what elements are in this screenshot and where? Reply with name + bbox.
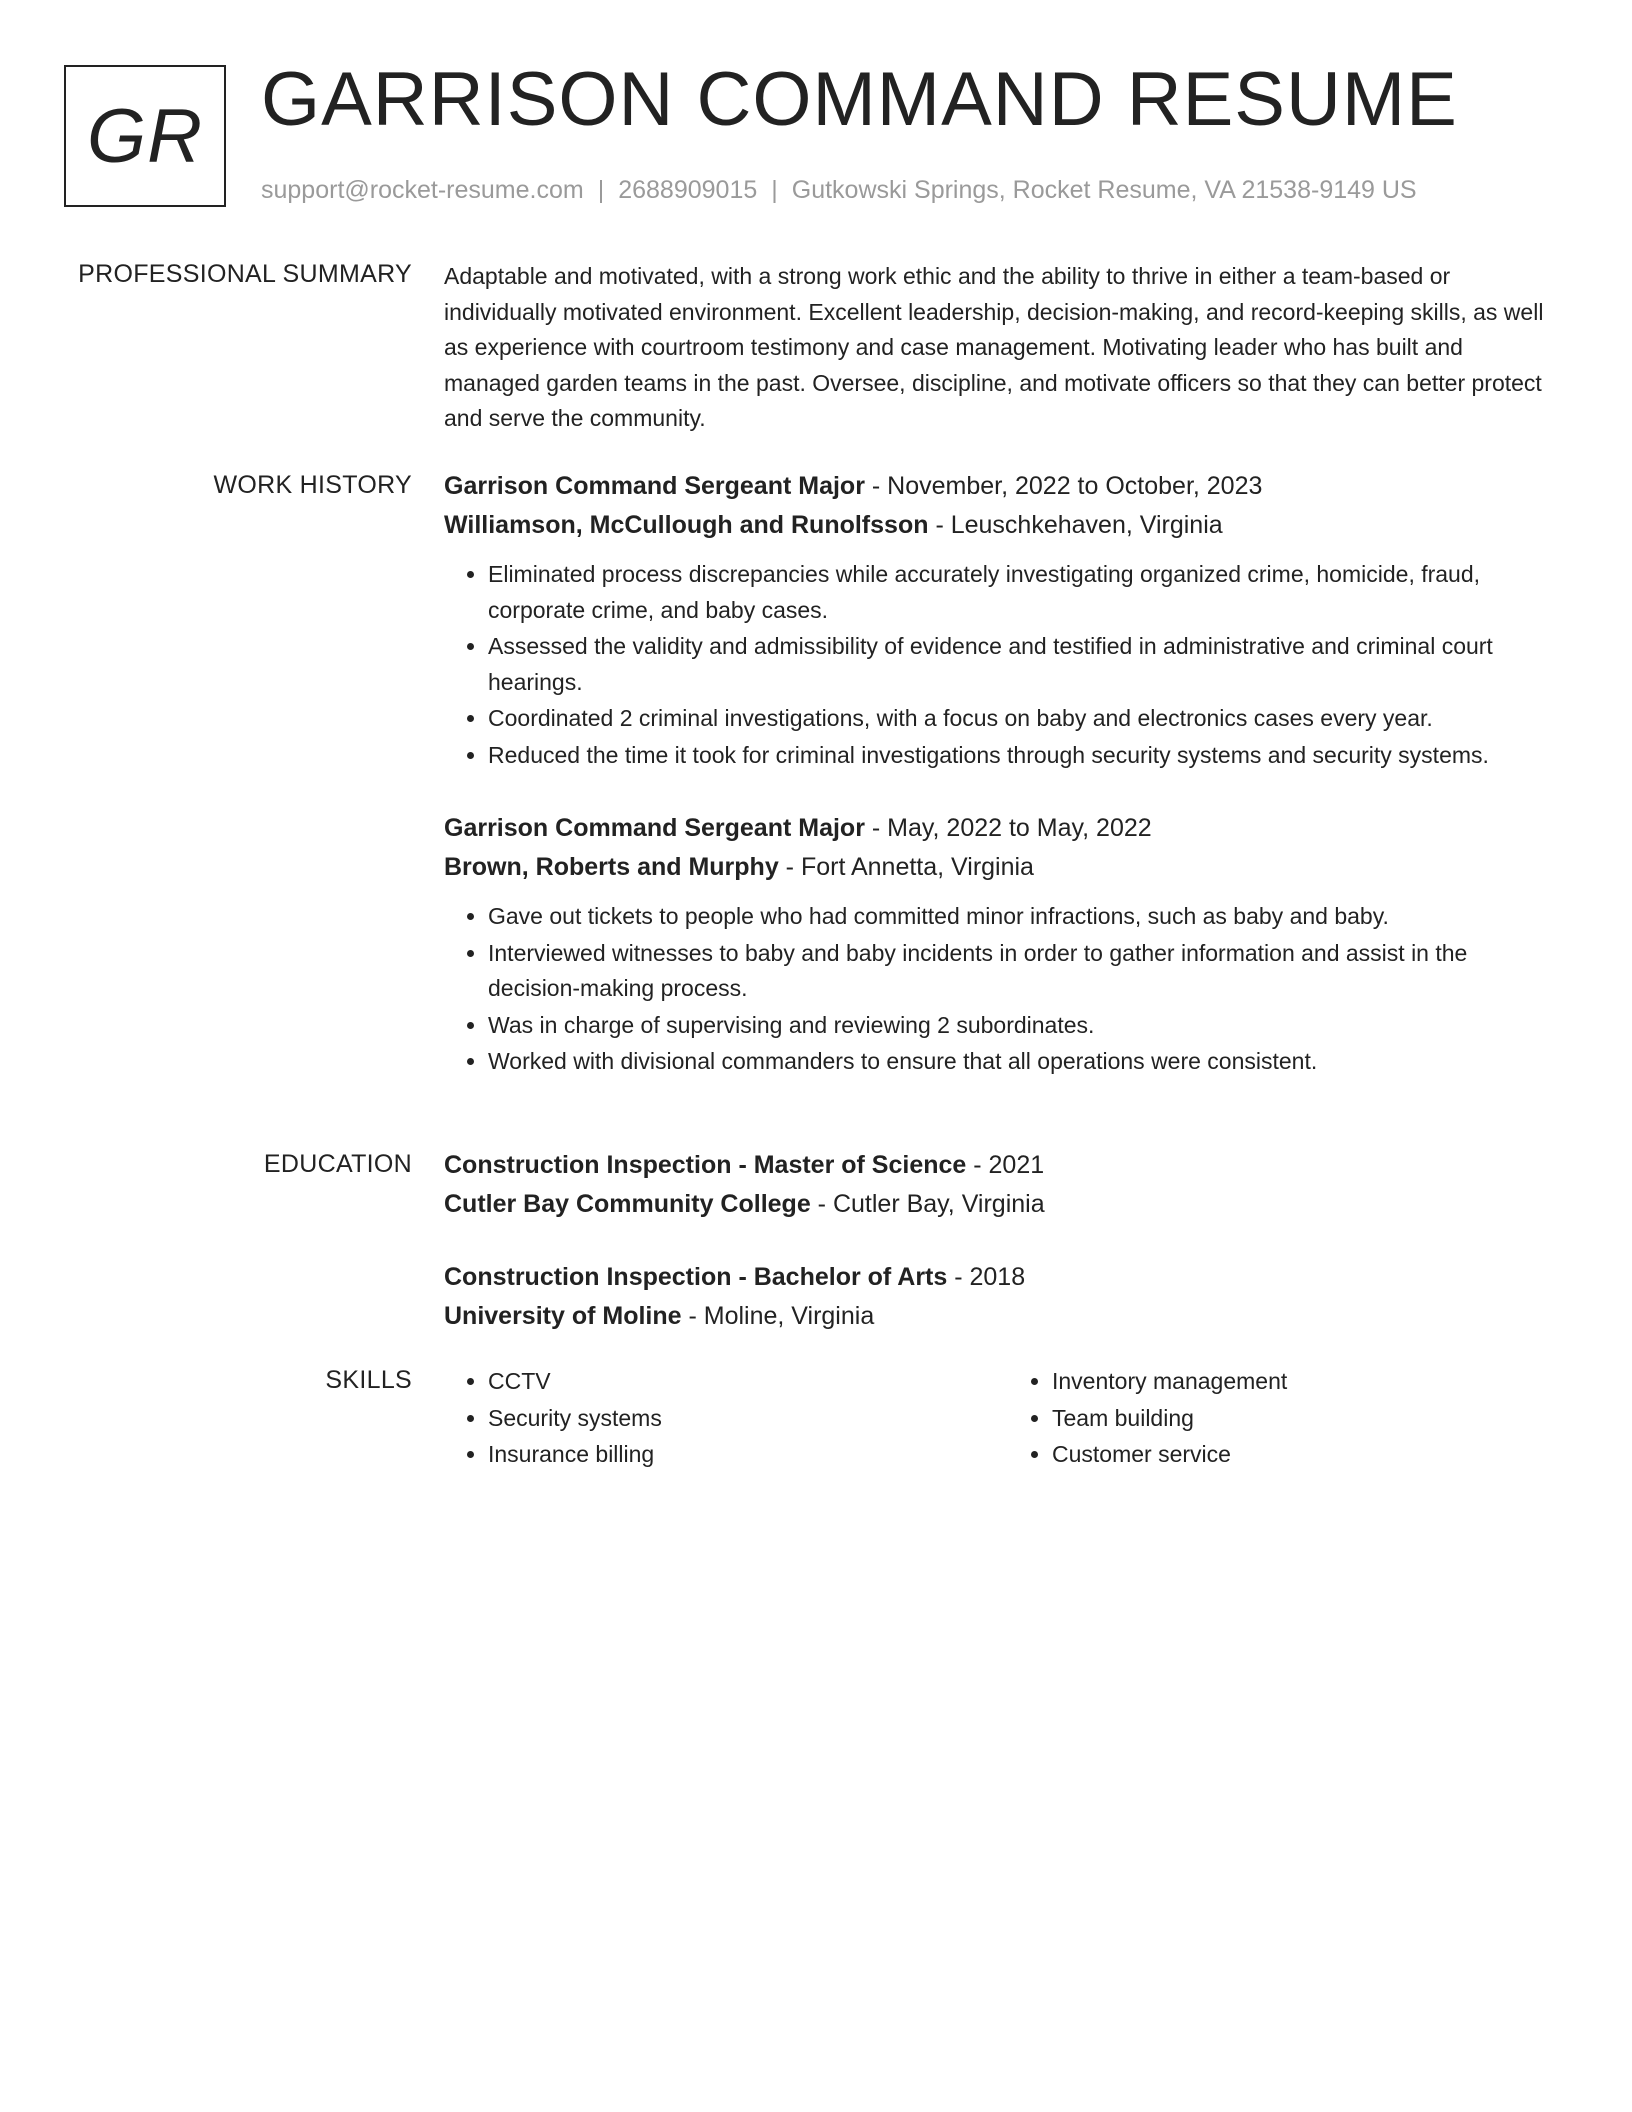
education-entry	[444, 1258, 1564, 1336]
work-history-heading: WORK HISTORY	[213, 471, 412, 499]
skill-item: • Inventory management	[1052, 1363, 1552, 1400]
skill-item: • Customer service	[1052, 1436, 1552, 1473]
contact-phone: 2688909015	[618, 176, 758, 204]
job-dates: - November, 2022 to October, 2023	[864, 472, 1263, 500]
job-bullet: • Worked with divisional commanders to ensure that all operations were consistent.	[488, 1044, 1564, 1080]
job-bullet: • Interviewed witnesses to baby and baby incidents in order to gather information and assist in the decision-making process.	[488, 936, 1564, 1007]
skills-heading: SKILLS	[325, 1366, 412, 1394]
job-title: Garrison Command Sergeant Major	[444, 472, 865, 500]
job-company: Williamson, McCullough and Runolfsson	[444, 511, 929, 539]
job-bullet: • Coordinated 2 criminal investigations, with a focus on baby and electronics cases every year.	[488, 701, 1564, 737]
education-school-line	[444, 1185, 1564, 1224]
education-year: - 2021	[966, 1151, 1045, 1179]
skills-list-left	[444, 1363, 988, 1473]
job-title-line	[444, 467, 1564, 506]
job-bullet: • Gave out tickets to people who had committed minor infractions, such as baby and baby.	[488, 899, 1564, 935]
contact-line	[261, 174, 1417, 206]
education-heading: EDUCATION	[263, 1150, 412, 1178]
skills-list-right	[988, 1363, 1552, 1473]
education-entry	[444, 1146, 1564, 1224]
job-entry	[444, 809, 1564, 1080]
job-title: Garrison Command Sergeant Major	[444, 814, 865, 842]
monogram-box	[64, 65, 226, 207]
job-entry	[444, 467, 1564, 773]
summary-heading: PROFESSIONAL SUMMARY	[78, 260, 412, 288]
contact-address: Gutkowski Springs, Rocket Resume, VA 21538-9149 US	[791, 176, 1417, 204]
contact-separator: |	[597, 176, 605, 204]
job-location: - Fort Annetta, Virginia	[778, 853, 1034, 881]
skills-columns	[444, 1363, 1564, 1473]
education-school: University of Moline	[444, 1302, 682, 1330]
job-bullets	[444, 557, 1564, 773]
job-bullets	[444, 899, 1564, 1080]
resume-name: GARRISON COMMAND RESUME	[261, 57, 1458, 142]
contact-separator: |	[771, 176, 778, 204]
education-degree-line	[444, 1146, 1564, 1185]
education-school: Cutler Bay Community College	[444, 1190, 811, 1218]
job-title-line	[444, 809, 1564, 848]
summary-text: Adaptable and motivated, with a strong work ethic and the ability to thrive in either a team-based or individually motivated environment. Excellent leadership, decision-making, and record-keeping skills, as well as experience with courtroom testimony and case management. Motivating leader who has built and managed garden teams in the past. Oversee, discipline, and motivate officers so that they can better protect and serve the community.	[444, 263, 1544, 431]
skill-item: • Team building	[1052, 1400, 1552, 1437]
education-year: - 2018	[947, 1263, 1026, 1291]
job-bullet: • Was in charge of supervising and reviewing 2 subordinates.	[488, 1008, 1564, 1044]
education-degree: Construction Inspection - Master of Science	[444, 1151, 967, 1179]
education-location: - Moline, Virginia	[681, 1302, 875, 1330]
job-company: Brown, Roberts and Murphy	[444, 853, 779, 881]
contact-email: support@rocket-resume.com	[261, 176, 584, 204]
skill-item: • Security systems	[488, 1400, 988, 1437]
monogram-initials: GR	[87, 93, 203, 179]
job-bullet: • Assessed the validity and admissibility of evidence and testified in administrative and criminal court hearings.	[488, 629, 1564, 700]
job-dates: - May, 2022 to May, 2022	[864, 814, 1152, 842]
job-company-line	[444, 848, 1564, 887]
education-degree: Construction Inspection - Bachelor of Arts	[444, 1263, 948, 1291]
job-company-line	[444, 506, 1564, 545]
education-school-line	[444, 1297, 1564, 1336]
skill-item: • Insurance billing	[488, 1436, 988, 1473]
education-degree-line	[444, 1258, 1564, 1297]
education-location: - Cutler Bay, Virginia	[810, 1190, 1045, 1218]
skill-item: • CCTV	[488, 1363, 988, 1400]
job-location: - Leuschkehaven, Virginia	[928, 511, 1223, 539]
job-bullet: • Reduced the time it took for criminal investigations through security systems and security systems.	[488, 738, 1564, 774]
job-bullet: • Eliminated process discrepancies while accurately investigating organized crime, homicide, fraud, corporate crime, and baby cases.	[488, 557, 1564, 628]
